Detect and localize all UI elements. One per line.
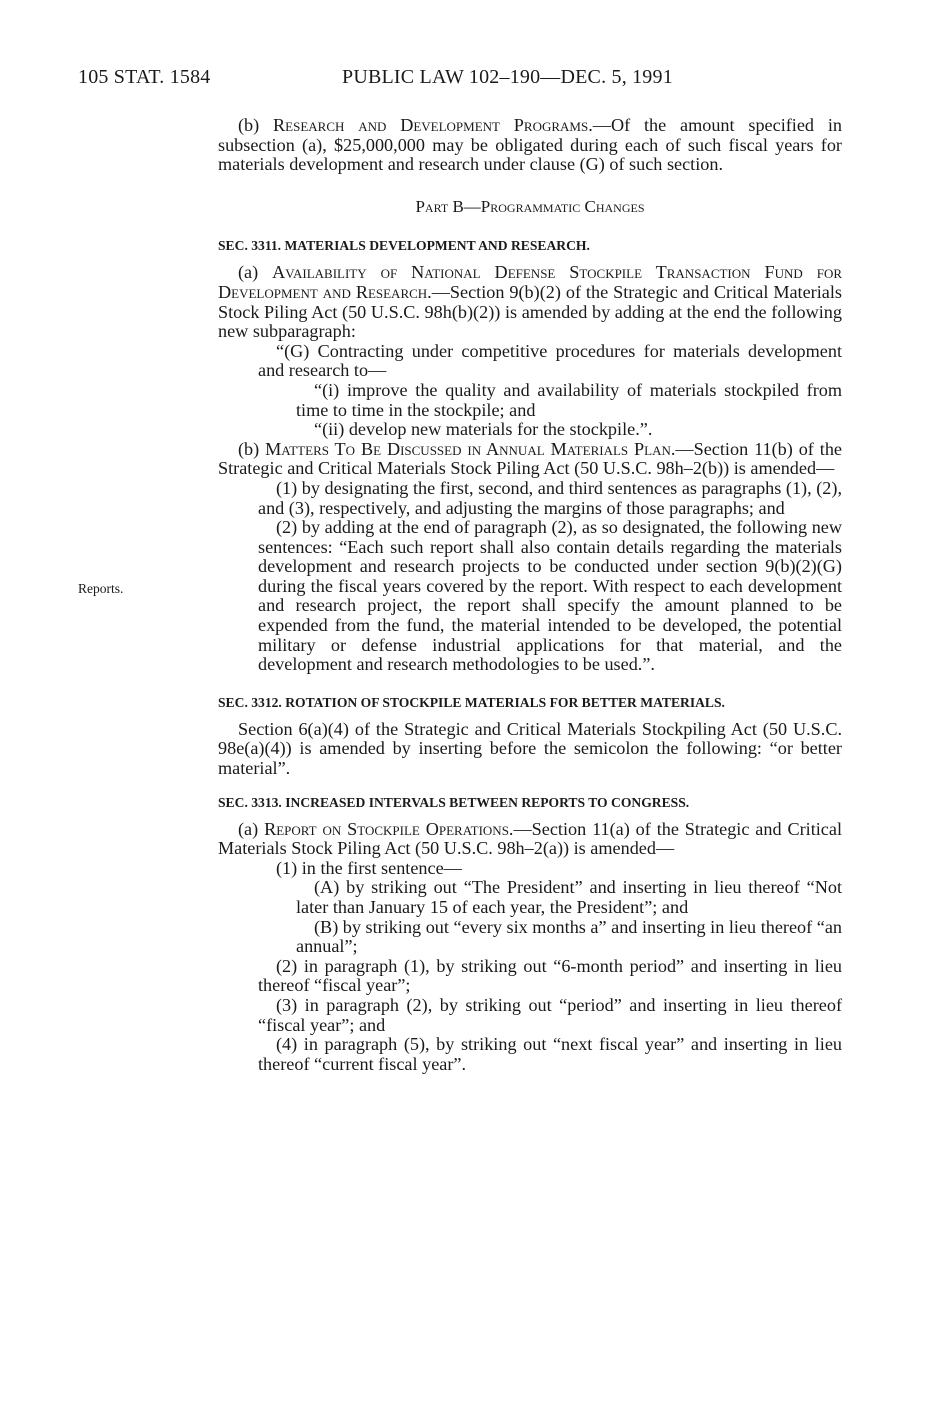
paragraph-research-development-programs: (b) Research and Development Programs.—Of the amount specified in subsection (a), $25,000,000 may be obligated during each of such fiscal years for materials development and research under clause (G) of such section.: [218, 115, 842, 175]
public-law-title: PUBLIC LAW 102–190—DEC. 5, 1991: [342, 66, 673, 88]
paragraph-report-stockpile-operations: (a) Report on Stockpile Operations.—Section 11(a) of the Strategic and Critical Materials Stock Piling Act (50 U.S.C. 98h–2(a)) is amended—: [218, 818, 842, 859]
item-1-first-sentence: (1) in the first sentence—: [276, 857, 462, 878]
section-heading-3313: SEC. 3313. INCREASED INTERVALS BETWEEN REPORTS TO CONGRESS.: [218, 794, 690, 810]
paragraph-heading: Research and Development Programs.: [273, 115, 593, 135]
item-2-paragraph-1: (2) in paragraph (1), by striking out “6-month period” and inserting in lieu thereof “fiscal year”;: [258, 955, 842, 996]
subparagraph-G: “(G) Contracting under competitive procedures for materials development and research to—: [258, 340, 842, 381]
margin-note: Reports.: [78, 581, 124, 596]
item-4-paragraph-5: (4) in paragraph (5), by striking out “next fiscal year” and inserting in lieu thereof “current fiscal year”.: [258, 1034, 842, 1074]
item-1-designating: (1) by designating the first, second, and third sentences as paragraphs (1), (2), and (3), respectively, and adjusting the margins of those paragraphs; and: [258, 477, 842, 518]
item-A-striking-president: (A) by striking out “The President” and inserting in lieu thereof “Not later than January 15 of each year, the President”; and: [296, 877, 842, 917]
item-3-paragraph-2: (3) in paragraph (2), by striking out “period” and inserting in lieu thereof “fiscal year”; and: [258, 994, 842, 1035]
paragraph-matters-annual-plan: (b) Matters To Be Discussed in Annual Materials Plan.—Section 11(b) of the Strategic and Critical Materials Stock Piling Act (50 U.S.C. 98h–2(b)) is amended—: [218, 438, 842, 479]
document-body: [218, 116, 842, 1074]
item-B-striking-six-months: (B) by striking out “every six months a” and inserting in lieu thereof “an annual”;: [296, 916, 842, 957]
paragraph-availability-fund: (a) Availability of National Defense Stockpile Transaction Fund for Development and Research.—Section 9(b)(2) of the Strategic and Critical Materials Stock Piling Act (50 U.S.C. 98h(b)(2)) is amended by adding at the end the following new subparagraph:: [218, 262, 842, 342]
paragraph-heading: Report on Stockpile Operations.: [264, 818, 514, 839]
clause-i: “(i) improve the quality and availability of materials stockpiled from time to time in the stockpile; and: [296, 379, 842, 420]
section-heading-3312: SEC. 3312. ROTATION OF STOCKPILE MATERIALS FOR BETTER MATERIALS.: [218, 694, 725, 710]
part-title: Part B—Programmatic Changes: [415, 196, 645, 216]
clause-ii: “(ii) develop new materials for the stockpile.”.: [314, 419, 653, 440]
paragraph-heading: Availability of National Defense Stockpile Transaction Fund for Development and Research.: [218, 262, 842, 302]
item-2-adding-sentences: (2) by adding at the end of paragraph (2), as so designated, the following new sentences: “Each such report shall also contain details regarding the materials development and research projects to be conducted under section 9(b)(2)(G) during the fiscal years covered by the report. With respect to each development and research project, the report shall specify the amount planned to be expended from the fund, the material intended to be developed, the potential military or defense industrial applications for that material, and the development and research methodologies to be used.”.: [258, 517, 842, 675]
section-heading-3311: SEC. 3311. MATERIALS DEVELOPMENT AND RESEARCH.: [218, 238, 590, 254]
statute-page-number: 105 STAT. 1584: [78, 66, 211, 88]
paragraph-3312-body: Section 6(a)(4) of the Strategic and Critical Materials Stockpiling Act (50 U.S.C. 98e(a)(4)) is amended by inserting before the semicolon the following: “or better material”.: [218, 718, 842, 779]
paragraph-heading: Matters To Be Discussed in Annual Materials Plan.: [265, 438, 676, 459]
